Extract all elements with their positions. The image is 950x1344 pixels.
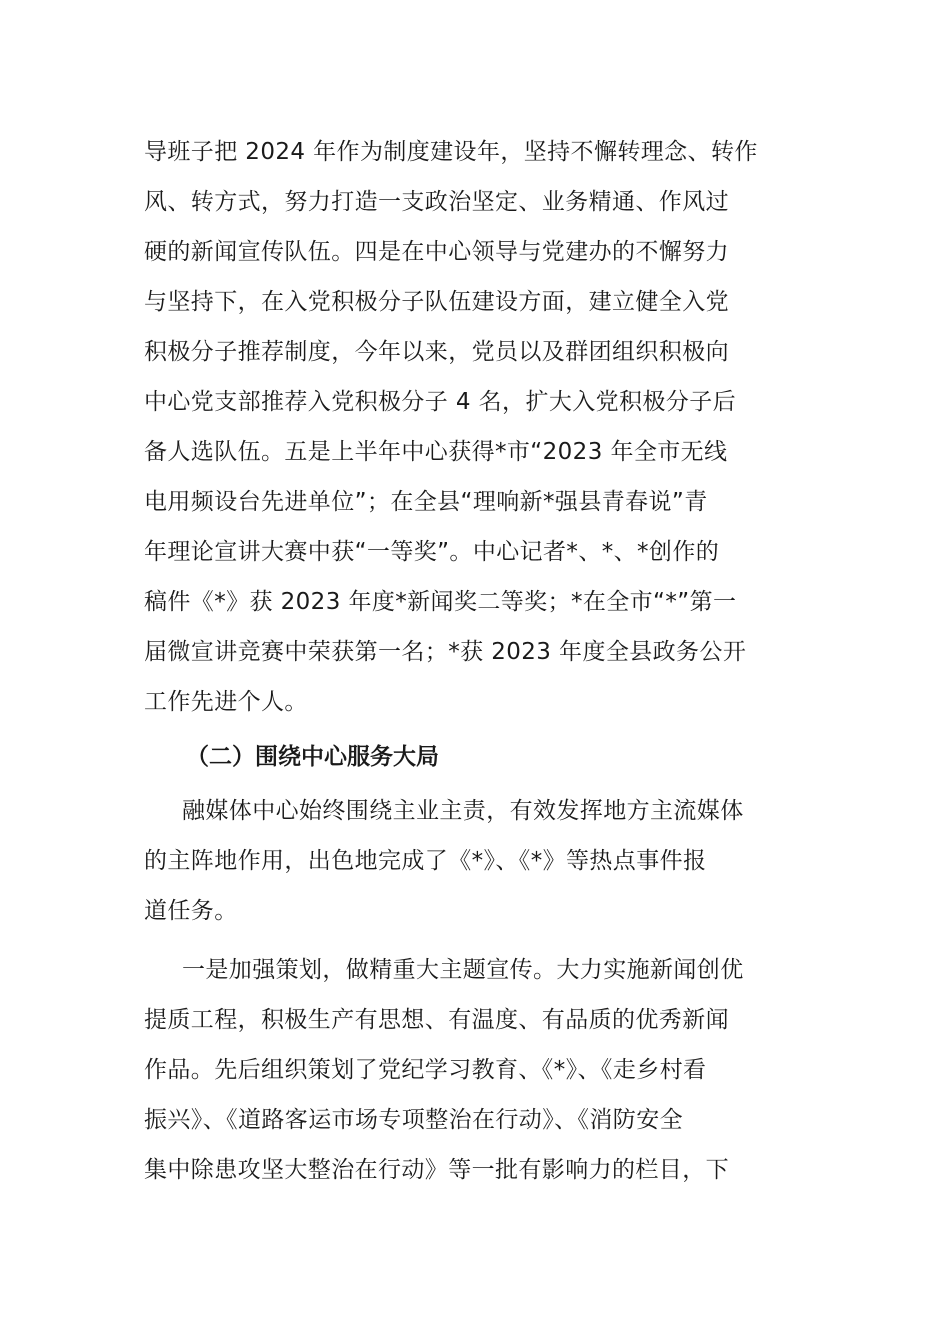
text-line: 工作先进个人。 xyxy=(144,689,308,715)
text-line: 稿件《*》获 2023 年度*新闻奖二等奖；*在全市“*”第一 xyxy=(144,589,737,615)
text-line: 备人选队伍。五是上半年中心获得*市“2023 年全市无线 xyxy=(144,439,728,465)
text-line: 一是加强策划，做精重大主题宣传。大力实施新闻创优 xyxy=(182,957,744,983)
text-line: 集中除患攻坚大整治在行动》等一批有影响力的栏目，下 xyxy=(144,1157,729,1183)
text-line: 道任务。 xyxy=(144,898,238,924)
section-heading: （二）围绕中心服务大局 xyxy=(186,744,439,770)
text-line: 积极分子推荐制度，今年以来，党员以及群团组织积极向 xyxy=(144,339,729,365)
text-line: 届微宣讲竞赛中荣获第一名；*获 2023 年度全县政务公开 xyxy=(144,639,747,665)
text-line: 作品。先后组织策划了党纪学习教育、《*》、《走乡村看 xyxy=(144,1057,707,1083)
text-line: 中心党支部推荐入党积极分子 4 名，扩大入党积极分子后 xyxy=(144,389,737,415)
text-line: 与坚持下，在入党积极分子队伍建设方面，建立健全入党 xyxy=(144,289,729,315)
text-line: 的主阵地作用，出色地完成了《*》、《*》等热点事件报 xyxy=(144,848,707,874)
document-body xyxy=(144,127,809,1195)
text-line: 电用频设台先进单位”；在全县“理响新*强县青春说”青 xyxy=(144,489,708,515)
paragraph-spacer xyxy=(144,936,809,945)
text-line: 振兴》、《道路客运市场专项整治在行动》、《消防安全 xyxy=(144,1107,683,1133)
text-line: 导班子把 2024 年作为制度建设年，坚持不懈转理念、转作 xyxy=(144,139,758,165)
text-line: 风、转方式，努力打造一支政治坚定、业务精通、作风过 xyxy=(144,189,729,215)
paragraph-party-building xyxy=(144,127,809,727)
text-line: 融媒体中心始终围绕主业主责，有效发挥地方主流媒体 xyxy=(182,798,744,824)
paragraph-serve-overall xyxy=(144,786,809,936)
text-line: 硬的新闻宣传队伍。四是在中心领导与党建办的不懈努力 xyxy=(144,239,729,265)
paragraph-planning xyxy=(144,945,809,1195)
text-line: 年理论宣讲大赛中获“一等奖”。中心记者*、*、*创作的 xyxy=(144,539,720,565)
text-line: 提质工程，积极生产有思想、有温度、有品质的优秀新闻 xyxy=(144,1007,729,1033)
